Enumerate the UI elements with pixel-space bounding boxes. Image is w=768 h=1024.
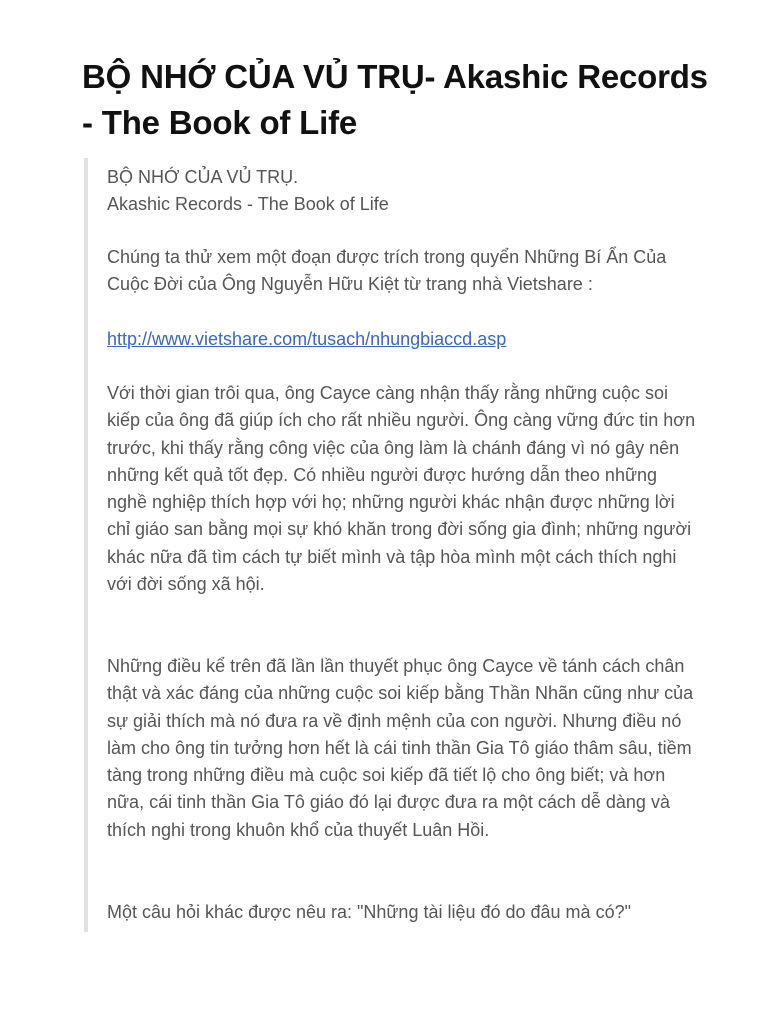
blockquote — [84, 158, 696, 932]
page-title: BỘ NHỚ CỦA VỦ TRỤ- Akashic Records - The Book of Life — [82, 58, 708, 141]
body-paragraph-3: Một câu hỏi khác được nêu ra: "Những tài liệu đó do đâu mà có?" — [107, 902, 631, 922]
body-paragraph-2: Những điều kể trên đã lần lần thuyết phục ông Cayce về tánh cách chân thật và xác đáng của những cuộc soi kiếp bằng Thần Nhãn cũng như của sự giải thích mà nó đưa ra về định mệnh của con người. Nhưng điều nó làm cho ông tin tưởng hơn hết là cái tinh thần Gia Tô giáo thâm sâu, tiềm tàng trong những điều mà cuộc soi kiếp đã tiết lộ cho ông biết; và hơn nữa, cái tinh thần Gia Tô giáo đó lại được đưa ra một cách dễ dàng và thích nghi trong khuôn khổ của thuyết Luân Hồi. — [107, 656, 694, 840]
quote-header-line-1: BỘ NHỚ CỦA VỦ TRỤ. — [107, 167, 299, 187]
source-link[interactable]: http://www.vietshare.com/tusach/nhungbiaccd.asp — [107, 329, 507, 349]
quote-header-line-2: Akashic Records - The Book of Life — [107, 194, 389, 215]
quote-header — [107, 164, 697, 219]
source-link-paragraph — [107, 326, 697, 353]
intro-paragraph: Chúng ta thử xem một đoạn được trích trong quyển Những Bí Ẩn Của Cuộc Đời của Ông Nguyễn Hữu Kiệt từ trang nhà Vietshare : — [107, 247, 667, 295]
body-paragraph-1: Với thời gian trôi qua, ông Cayce càng nhận thấy rằng những cuộc soi kiếp của ông đã giúp ích cho rất nhiều người. Ông càng vững đức tin hơn trước, khi thấy rằng công việc của ông làm là chánh đáng vì nó gây nên những kết quả tốt đẹp. Có nhiều người được hướng dẫn theo những nghề nghiệp thích hợp với họ; những người khác nhận được những lời chỉ giáo san bằng mọi sự khó khăn trong đời sống gia đình; những người khác nữa đã tìm cách tự biết mình và tập hòa mình một cách thích nghi với đời sống xã hội. — [107, 383, 696, 595]
